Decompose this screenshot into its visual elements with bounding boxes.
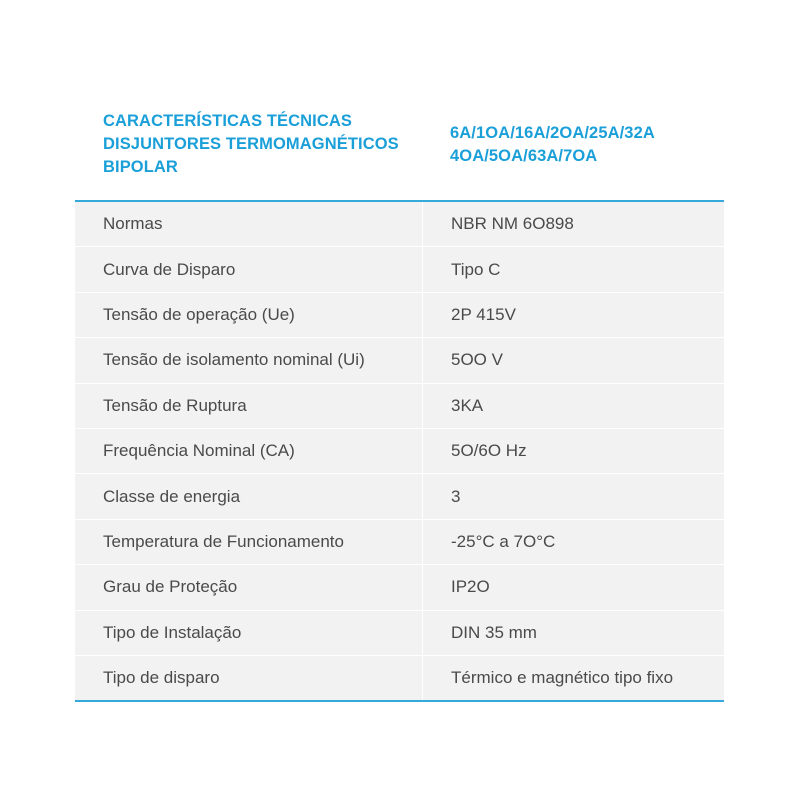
row-value: 3KA [423,384,724,428]
ratings-line: 4OA/5OA/63A/7OA [450,147,598,165]
spec-header [75,96,724,200]
table-row [75,247,724,292]
table-row [75,474,724,519]
spec-title-line: CARACTERÍSTICAS TÉCNICAS [103,112,352,130]
table-row [75,611,724,656]
table-row [75,202,724,247]
ratings-line: 6A/1OA/16A/2OA/25A/32A [450,124,655,142]
row-label: Tipo de disparo [75,656,422,700]
table-row [75,429,724,474]
row-label: Classe de energia [75,474,422,518]
row-value: 3 [423,474,724,518]
row-label: Grau de Proteção [75,565,422,609]
row-value: Tipo C [423,247,724,291]
row-label: Normas [75,202,422,246]
row-value: 5OO V [423,338,724,382]
spec-title-line: BIPOLAR [103,158,178,176]
table-row [75,520,724,565]
row-label: Tensão de Ruptura [75,384,422,428]
row-value: NBR NM 6O898 [423,202,724,246]
spec-title [103,110,423,179]
spec-title-line: DISJUNTORES TERMOMAGNÉTICOS [103,135,399,153]
ratings-list [450,122,655,168]
row-label: Tensão de operação (Ue) [75,293,422,337]
table-row [75,656,724,700]
row-value: DIN 35 mm [423,611,724,655]
row-value: -25°C a 7O°C [423,520,724,564]
table-row [75,384,724,429]
row-label: Curva de Disparo [75,247,422,291]
row-value: Térmico e magnético tipo fixo [423,656,724,700]
spec-table [75,200,724,702]
row-label: Frequência Nominal (CA) [75,429,422,473]
row-label: Tensão de isolamento nominal (Ui) [75,338,422,382]
spec-card [75,96,724,702]
row-value: 5O/6O Hz [423,429,724,473]
row-label: Tipo de Instalação [75,611,422,655]
row-value: IP2O [423,565,724,609]
row-value: 2P 415V [423,293,724,337]
table-row [75,293,724,338]
table-row [75,338,724,383]
row-label: Temperatura de Funcionamento [75,520,422,564]
table-row [75,565,724,610]
